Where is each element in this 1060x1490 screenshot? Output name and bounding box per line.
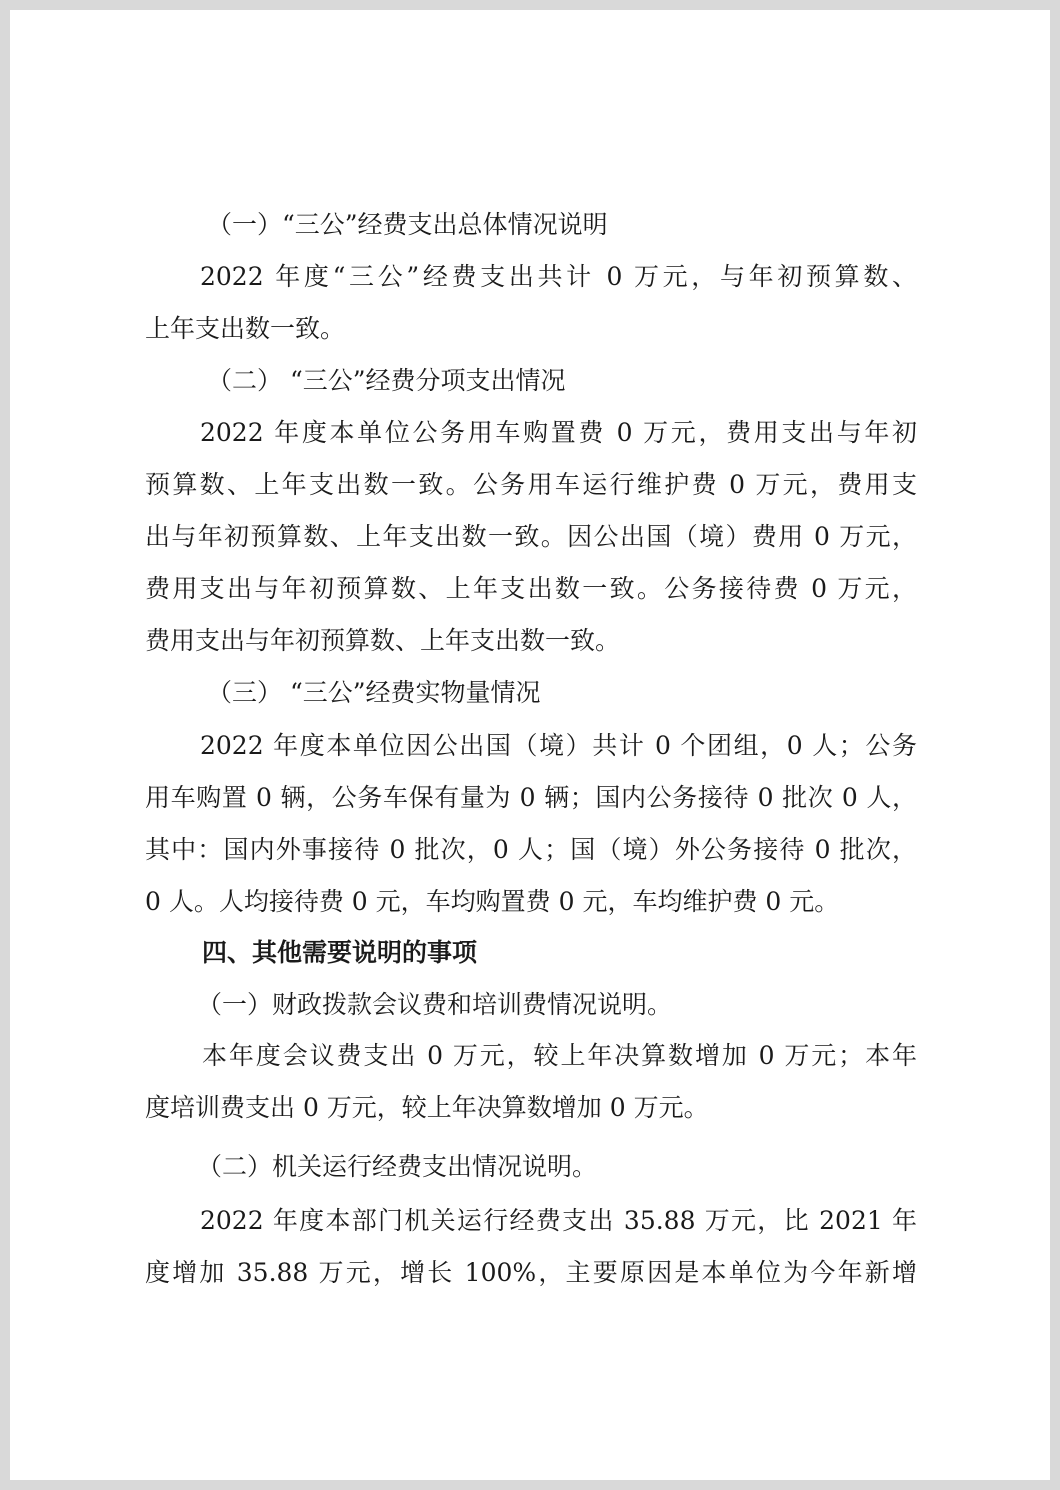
subsection-heading-2: （二）机关运行经费支出情况说明。: [197, 1152, 598, 1181]
section-heading-2: （二） “三公”经费分项支出情况: [207, 366, 566, 395]
paragraph-line: 用车购置 0 辆，公务车保有量为 0 辆；国内公务接待 0 批次 0 人，: [145, 783, 917, 812]
subsection-heading-1: （一）财政拨款会议费和培训费情况说明。: [197, 990, 673, 1019]
paragraph-line: 度培训费支出 0 万元，较上年决算数增加 0 万元。: [145, 1093, 709, 1122]
paragraph-line: 其中：国内外事接待 0 批次，0 人；国（境）外公务接待 0 批次，: [145, 835, 917, 864]
section-heading-3: （三） “三公”经费实物量情况: [207, 678, 541, 707]
paragraph-line: 2022 年度本部门机关运行经费支出 35.88 万元，比 2021 年: [200, 1206, 917, 1235]
paragraph-line: 本年度会议费支出 0 万元，较上年决算数增加 0 万元；本年: [202, 1041, 917, 1070]
chapter-heading: 四、其他需要说明的事项: [202, 938, 478, 967]
paragraph-line: 预算数、上年支出数一致。公务用车运行维护费 0 万元，费用支: [145, 470, 917, 499]
paragraph-line: 上年支出数一致。: [145, 314, 346, 343]
section-heading-1: （一）“三公”经费支出总体情况说明: [207, 210, 608, 239]
paragraph-line: 出与年初预算数、上年支出数一致。因公出国（境）费用 0 万元，: [145, 522, 917, 551]
paragraph-line: 2022 年度本单位公务用车购置费 0 万元，费用支出与年初: [200, 418, 917, 447]
paragraph-line: 0 人。人均接待费 0 元，车均购置费 0 元，车均维护费 0 元。: [145, 887, 840, 916]
paragraph-line: 2022 年度“三公”经费支出共计 0 万元，与年初预算数、: [200, 262, 917, 291]
paragraph-line: 2022 年度本单位因公出国（境）共计 0 个团组，0 人；公务: [200, 731, 917, 760]
paragraph-line: 费用支出与年初预算数、上年支出数一致。公务接待费 0 万元，: [145, 574, 917, 603]
paragraph-line: 度增加 35.88 万元，增长 100%，主要原因是本单位为今年新增: [145, 1258, 917, 1287]
paragraph-line: 费用支出与年初预算数、上年支出数一致。: [145, 626, 621, 655]
